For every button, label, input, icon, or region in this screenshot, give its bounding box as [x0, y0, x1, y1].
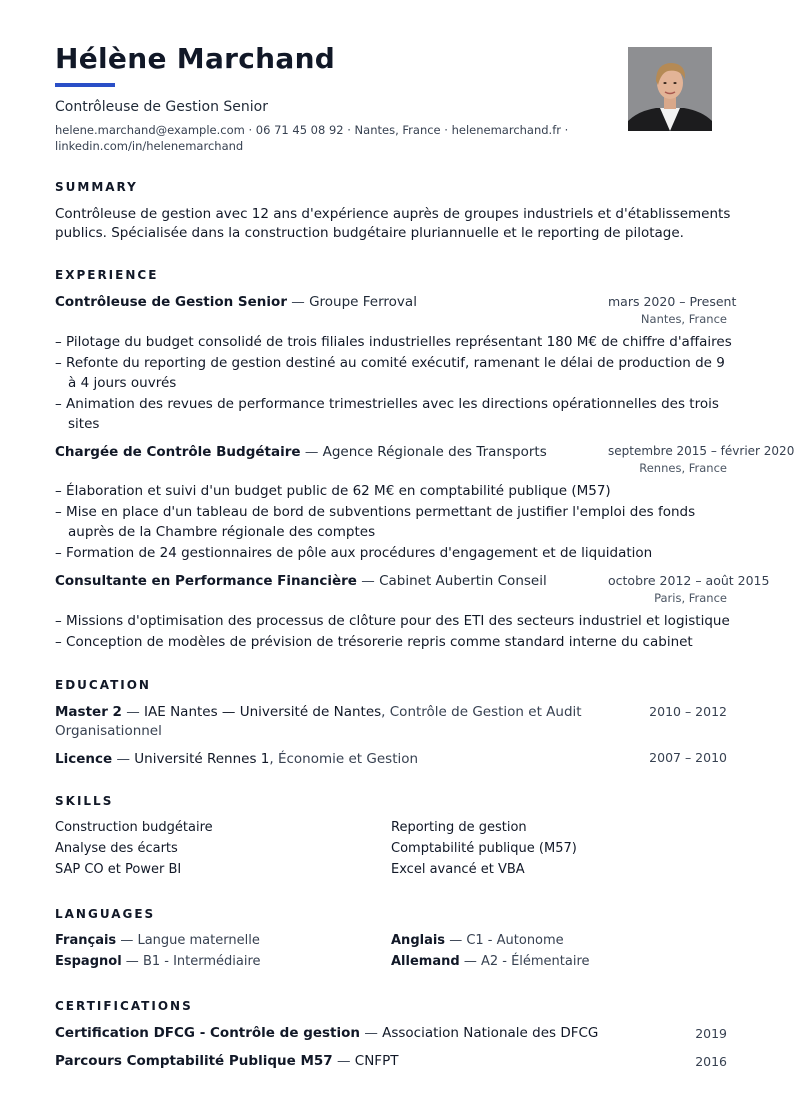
section-title-experience: EXPERIENCE	[55, 268, 159, 282]
job-company: Cabinet Aubertin Conseil	[379, 573, 547, 589]
separator: —	[291, 294, 305, 310]
certification-year: 2019	[695, 1026, 727, 1041]
certification-name: Certification DFCG - Contrôle de gestion	[55, 1025, 361, 1041]
language-item	[55, 954, 261, 969]
language-name: Allemand	[391, 954, 460, 969]
degree: Master 2	[55, 704, 122, 720]
language-item	[391, 933, 564, 948]
skill-item: Reporting de gestion	[391, 820, 527, 835]
separator: —	[125, 954, 139, 969]
portrait-image	[628, 47, 712, 131]
experience-title-1	[55, 294, 417, 310]
language-level: C1 - Autonome	[466, 933, 564, 948]
language-name: Espagnol	[55, 954, 122, 969]
separator: —	[364, 1025, 378, 1041]
school: Université Rennes 1	[134, 751, 270, 767]
certification-item	[55, 1025, 598, 1041]
section-title-summary: SUMMARY	[55, 180, 138, 194]
job-location: Paris, France	[654, 591, 727, 605]
certification-item	[55, 1053, 398, 1069]
accent-rule	[55, 83, 115, 87]
job-bullets	[55, 332, 735, 435]
job-dates: septembre 2015 – février 2020	[608, 444, 795, 458]
bullet-item: – Missions d'optimisation des processus de clôture pour des ETI des secteurs industriel et logistique	[55, 613, 730, 629]
summary-text: Contrôleuse de gestion avec 12 ans d'expérience auprès de groupes industriels et d'établissements publics. Spécialisée dans la construction budgétaire pluriannuelle et le reporting de pilotage.	[55, 206, 731, 241]
job-bullets	[55, 481, 735, 563]
profile-photo	[628, 47, 712, 131]
section-title-skills: SKILLS	[55, 794, 114, 808]
job-company: Agence Régionale des Transports	[322, 444, 547, 460]
language-item	[55, 933, 260, 948]
section-title-languages: LANGUAGES	[55, 907, 156, 921]
job-dates: mars 2020 – Present	[608, 294, 737, 309]
bullet-item: – Formation de 24 gestionnaires de pôle aux procédures d'engagement et de liquidation	[55, 544, 653, 561]
contact-line: helene.marchand@example.com · 06 71 45 08 92 · Nantes, France · helenemarchand.fr · linkedin.com/in/helenemarchand	[55, 123, 569, 153]
education-years: 2007 – 2010	[649, 750, 727, 765]
section-title-education: EDUCATION	[55, 678, 151, 692]
degree: Licence	[55, 751, 113, 767]
separator: —	[361, 573, 375, 589]
job-company: Groupe Ferroval	[309, 294, 417, 310]
experience-title-2	[55, 444, 547, 460]
field-of-study: , Économie et Gestion	[269, 751, 419, 767]
skill-item: Comptabilité publique (M57)	[391, 841, 577, 856]
education-entry-1	[55, 703, 615, 741]
separator: —	[463, 954, 477, 969]
skill-item: Analyse des écarts	[55, 841, 178, 856]
separator: —	[449, 933, 463, 948]
separator: —	[116, 751, 130, 767]
job-location: Rennes, France	[639, 461, 727, 475]
certification-name: Parcours Comptabilité Publique M57	[55, 1053, 333, 1069]
bullet-item: – Élaboration et suivi d'un budget public de 62 M€ en comptabilité publique (M57)	[55, 483, 611, 499]
skill-item: Construction budgétaire	[55, 820, 213, 835]
bullet-item: – Pilotage du budget consolidé de trois filiales industrielles représentant 180 M€ de chiffre d'affaires	[55, 334, 732, 350]
skill-item: Excel avancé et VBA	[391, 862, 525, 877]
bullet-item: – Conception de modèles de prévision de trésorerie repris comme standard interne du cabinet	[55, 633, 693, 650]
separator: —	[336, 1053, 351, 1069]
certification-issuer: CNFPT	[354, 1053, 399, 1069]
certification-issuer: Association Nationale des DFCG	[382, 1025, 599, 1041]
experience-title-3	[55, 573, 547, 589]
language-level: B1 - Intermédiaire	[142, 954, 261, 969]
section-title-certifications: CERTIFICATIONS	[55, 999, 193, 1013]
job-role: Contrôleuse de Gestion Senior	[55, 294, 287, 310]
language-name: Anglais	[391, 933, 446, 948]
education-entry-2	[55, 750, 615, 769]
separator: —	[126, 704, 140, 720]
skill-item: SAP CO et Power BI	[55, 862, 182, 877]
education-years: 2010 – 2012	[649, 704, 727, 719]
separator: —	[120, 933, 134, 948]
candidate-name: Hélène Marchand	[55, 42, 336, 75]
certification-year: 2016	[695, 1054, 727, 1069]
separator: —	[304, 444, 319, 460]
job-role: Chargée de Contrôle Budgétaire	[55, 444, 301, 460]
bullet-item: – Mise en place d'un tableau de bord de subventions permettant de justifier l'emploi des fonds auprès de la Chambre régionale des comptes	[55, 503, 696, 540]
job-role: Consultante en Performance Financière	[55, 573, 357, 589]
bullet-item: – Animation des revues de performance trimestrielles avec les directions opérationnelles des trois sites	[55, 395, 719, 432]
bullet-item: – Refonte du reporting de gestion destiné au comité exécutif, ramenant le délai de production de 9 à 4 jours ouvrés	[55, 354, 725, 391]
language-level: Langue maternelle	[137, 933, 260, 948]
school: IAE Nantes — Université de Nantes	[144, 704, 382, 720]
job-bullets	[55, 611, 735, 652]
job-location: Nantes, France	[640, 312, 727, 326]
job-headline: Contrôleuse de Gestion Senior	[55, 99, 269, 115]
language-name: Français	[55, 933, 117, 948]
field-of-study: , Contrôle de Gestion et Audit Organisationnel	[55, 704, 582, 739]
language-item	[391, 954, 590, 969]
language-level: A2 - Élémentaire	[480, 954, 590, 969]
job-dates: octobre 2012 – août 2015	[608, 573, 770, 588]
